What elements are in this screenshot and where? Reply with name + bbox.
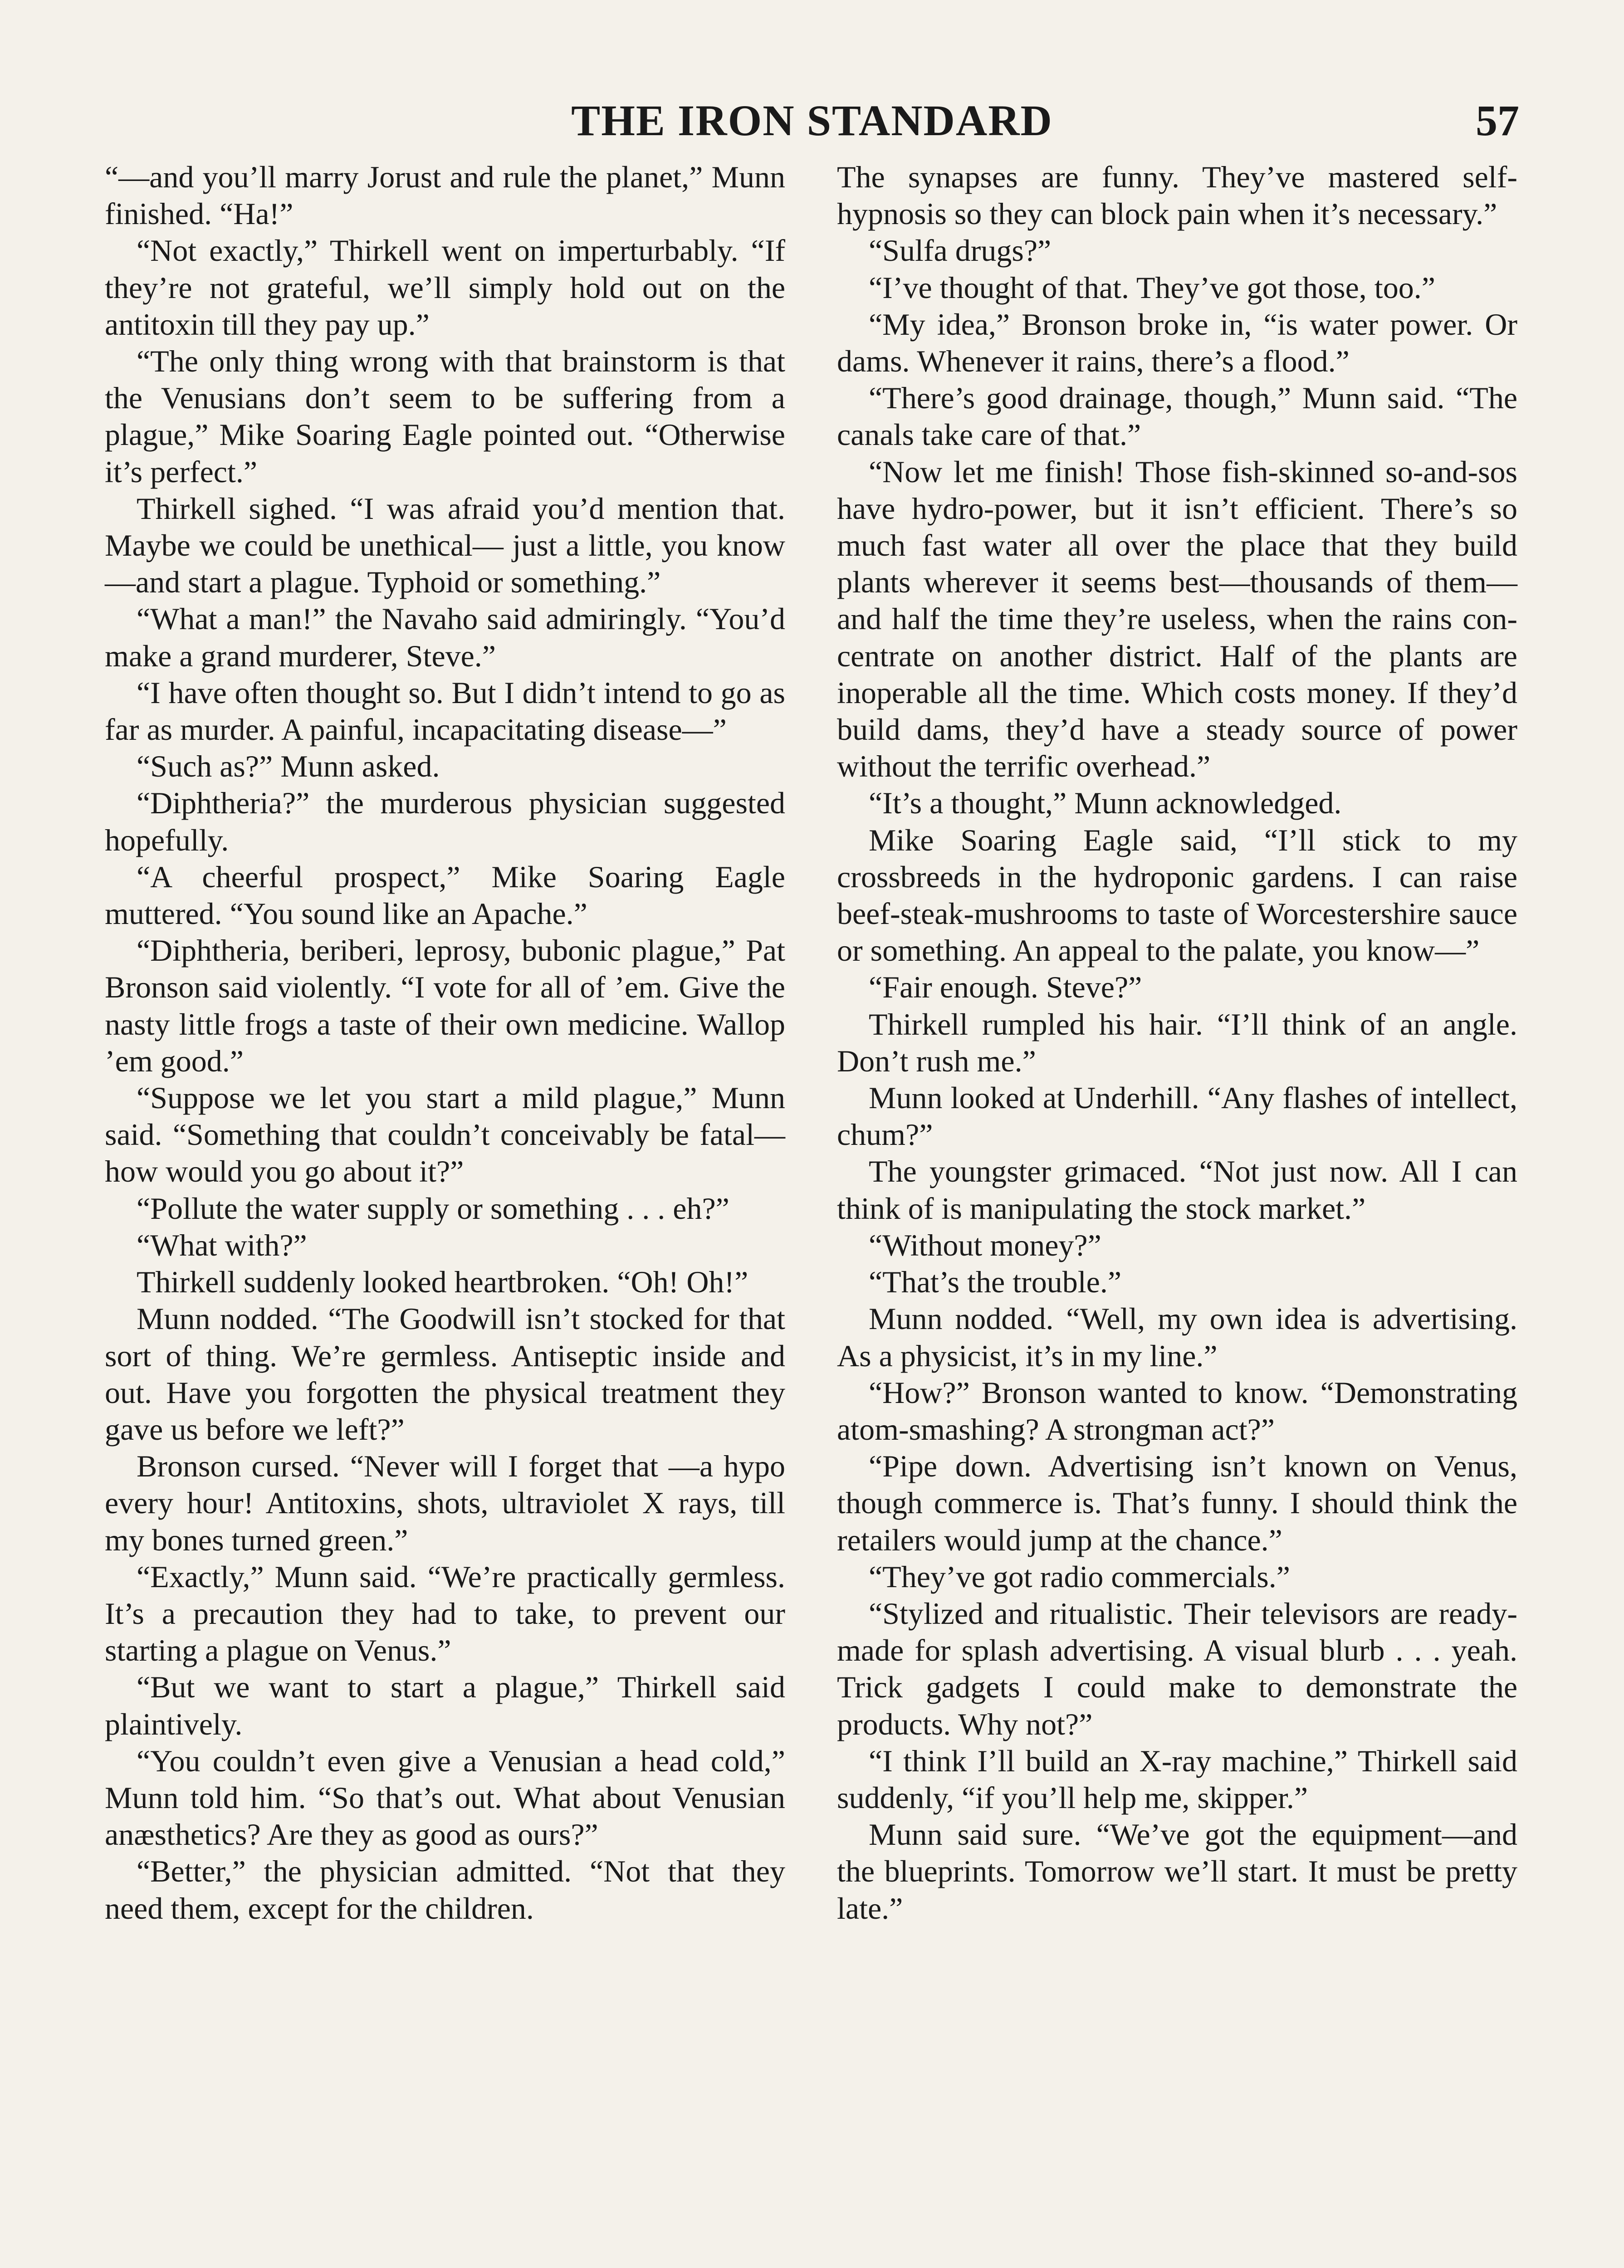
paragraph: “Better,” the physician admitted. “Not that they need them, except for the children. (105, 1854, 785, 1926)
paragraph: “Sulfa drugs?” (869, 233, 1052, 268)
paragraph: Munn looked at Underhill. “Any flashes of intellect, chum?” (837, 1080, 1517, 1152)
paragraph: “A cheerful prospect,” Mike Soaring Eagle muttered. “You sound like an Apache.” (105, 859, 785, 931)
paragraph: The youngster grimaced. “Not just now. All I can think of is manipulating the stock market.” (837, 1154, 1517, 1226)
paragraph: “But we want to start a plague,” Thirkell said plaintively. (105, 1670, 785, 1741)
running-title: THE IRON STANDARD (571, 96, 1053, 145)
paragraph: “Exactly,” Munn said. “We’re practically germless. It’s a precaution they had to take, to prevent our starting a plague on Venus.” (105, 1559, 785, 1668)
paragraph: “Diphtheria, beriberi, leprosy, bubonic plague,” Pat Bronson said violently. “I vote for all of ’em. Give the nasty little frogs a taste of their own medicine. Wallop ’em good.” (105, 933, 785, 1078)
paragraph: “I have often thought so. But I didn’t intend to go as far as murder. A painful, incapacitating disease—” (105, 675, 785, 747)
paragraph: “What with?” (137, 1227, 307, 1262)
page-number: 57 (1476, 96, 1519, 145)
paragraph: “Now let me finish! Those fish-skinned so-and-sos have hydro-power, but it isn’t efficient. There’s so much fast water all over the place that they build plants wherever it seems best—thousands of them—and half the time they’re useless, when the rains concentrate on another district. Half of the plants are inoperable all the time. Which costs money. If they’d build dams, they’d have a steady source of power without the terrific overhead.” (837, 454, 1517, 784)
paragraph: “Such as?” Munn asked. (137, 749, 440, 784)
paragraph: Mike Soaring Eagle said, “I’ll stick to my crossbreeds in the hydroponic gardens. I can raise beef-steak-mushrooms to taste of Worcestershire sauce or something. An appeal to the palate, you know—” (837, 822, 1517, 968)
paragraph: “The only thing wrong with that brainstorm is that the Venusians don’t seem to be suffering from a plague,” Mike Soaring Eagle pointed out. “Otherwise it’s perfect.” (105, 344, 785, 489)
paragraph: “Pipe down. Advertising isn’t known on Venus, though commerce is. That’s funny. I should think the retailers would jump at the chance.” (837, 1449, 1517, 1557)
paragraph: “I think I’ll build an X-ray machine,” Thirkell said suddenly, “if you’ll help me, skipper.” (837, 1743, 1517, 1815)
paragraph: “—and you’ll marry Jorust and rule the planet,” Munn finished. “Ha!” (105, 160, 785, 231)
paragraph: Munn nodded. “The Goodwill isn’t stocked for that sort of thing. We’re germless. Antiseptic inside and out. Have you forgotten the physical treatment they gave us before we left?” (105, 1301, 785, 1447)
paragraph: Bronson cursed. “Never will I forget that —a hypo every hour! Antitoxins, shots, ultraviolet X rays, till my bones turned green.” (105, 1449, 785, 1557)
page-header (105, 91, 1519, 159)
paragraph: “My idea,” Bronson broke in, “is water power. Or dams. Whenever it rains, there’s a flood.” (837, 307, 1517, 379)
left-column (105, 159, 785, 1927)
paragraph: “Without money?” (869, 1227, 1101, 1262)
paragraph: Thirkell sighed. “I was afraid you’d mention that. Maybe we could be unethical— just a little, you know—and start a plague. Typhoid or something.” (105, 491, 785, 600)
paragraph: “Suppose we let you start a mild plague,” Munn said. “Something that couldn’t conceivably be fatal—how would you go about it?” (105, 1080, 785, 1189)
paragraph: Munn nodded. “Well, my own idea is advertising. As a physicist, it’s in my line.” (837, 1301, 1517, 1373)
paragraph: “Diphtheria?” the murderous physician suggested hopefully. (105, 786, 785, 857)
paragraph: “There’s good drainage, though,” Munn said. “The canals take care of that.” (837, 381, 1517, 452)
paragraph: “How?” Bronson wanted to know. “Demonstrating atom-smashing? A strongman act?” (837, 1375, 1517, 1447)
paragraph: “That’s the trouble.” (869, 1265, 1122, 1300)
paragraph: “I’ve thought of that. They’ve got those, too.” (869, 270, 1435, 305)
paragraph: “You couldn’t even give a Venusian a head cold,” Munn told him. “So that’s out. What about Venusian anæsthetics? Are they as good as ours?” (105, 1743, 785, 1852)
paragraph: Munn said sure. “We’ve got the equipment—and the blueprints. Tomorrow we’ll start. It must be pretty late.” (837, 1817, 1517, 1926)
paragraph: Thirkell suddenly looked heartbroken. “Oh! Oh!” (137, 1265, 748, 1300)
paragraph: “What a man!” the Navaho said admiringly. “You’d make a grand murderer, Steve.” (105, 601, 785, 673)
paragraph: Thirkell rumpled his hair. “I’ll think of an angle. Don’t rush me.” (837, 1007, 1517, 1078)
paragraph: “Stylized and ritualistic. Their televisors are ready-made for splash advertising. A visual blurb . . . yeah. Trick gadgets I could make to demonstrate the products. Why not?” (837, 1596, 1517, 1741)
paragraph: “It’s a thought,” Munn acknowledged. (869, 786, 1342, 821)
paragraph: The synapses are funny. They’ve mastered self-hypnosis so they can block pain when it’s necessary.” (837, 160, 1517, 231)
paragraph: “Pollute the water supply or something . . . eh?” (137, 1191, 729, 1226)
paragraph: “Not exactly,” Thirkell went on imperturbably. “If they’re not grateful, we’ll simply hold out on the antitoxin till they pay up.” (105, 233, 785, 342)
paragraph: “Fair enough. Steve?” (869, 970, 1142, 1005)
right-column (837, 159, 1517, 1927)
paragraph: “They’ve got radio commercials.” (869, 1559, 1290, 1594)
